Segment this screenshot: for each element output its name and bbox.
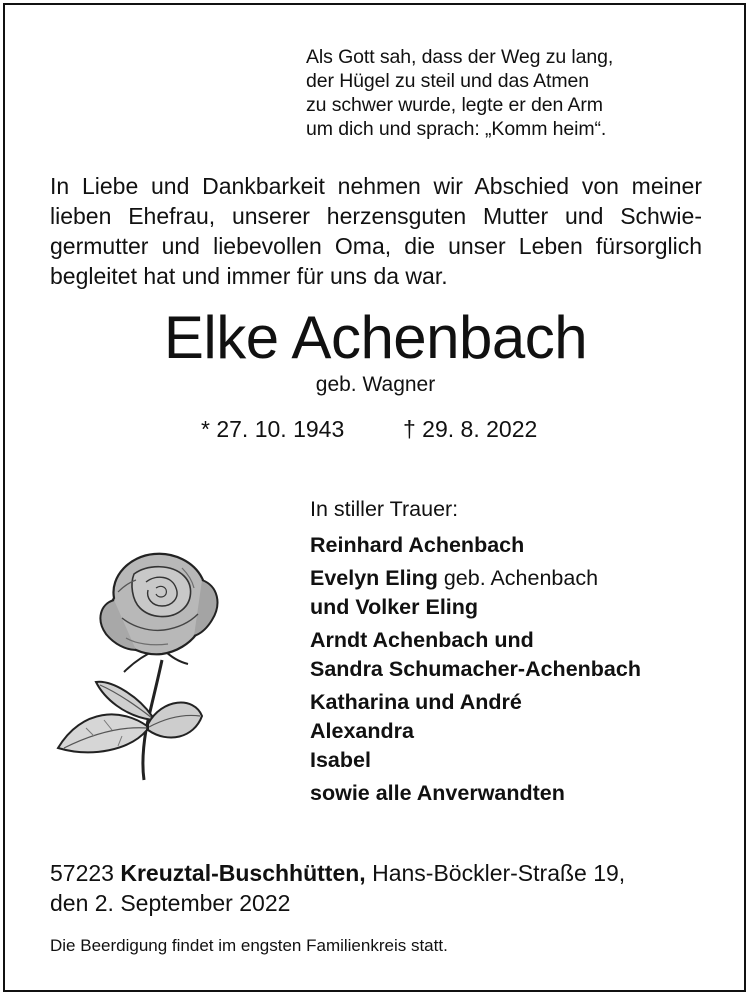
intro-line: germutter und liebevollen Oma, die unser Leben fürsorglich [50, 233, 702, 259]
address-line [50, 858, 625, 888]
poem-line: Als Gott sah, dass der Weg zu lang, [306, 46, 614, 68]
mourner-name: und Volker Eling [310, 595, 479, 619]
mourner-name: Evelyn Eling [310, 566, 438, 590]
postcode: 57223 [50, 860, 121, 886]
address-block [50, 858, 625, 918]
mourner-group [310, 688, 641, 775]
mourner-name-line [310, 564, 641, 593]
mourners-heading: In stiller Trauer: [310, 497, 459, 521]
mourner-name: Isabel [310, 748, 371, 772]
intro-line: begleitet hat und immer für uns da war. [50, 263, 448, 289]
poem-line: der Hügel zu steil und das Atmen [306, 70, 589, 92]
death-date: † 29. 8. 2022 [403, 416, 538, 442]
mourner-group [310, 564, 641, 622]
mourner-maiden-name: geb. Achenbach [437, 566, 599, 590]
intro-line: lieben Ehefrau, unserer herzensguten Mutter und Schwie- [50, 203, 702, 229]
rose-icon [52, 548, 252, 786]
mourner-name: Arndt Achenbach und [310, 628, 534, 652]
funeral-note: Die Beerdigung findet im engsten Familienkreis statt. [50, 936, 448, 955]
birth-date: * 27. 10. 1943 [201, 416, 345, 442]
mourner-group [310, 779, 641, 808]
poem-line: zu schwer wurde, legte er den Arm [306, 94, 603, 116]
date-line: den 2. September 2022 [50, 890, 291, 916]
mourner-name: Sandra Schumacher-Achenbach [310, 657, 641, 681]
mourner-name: sowie alle Anverwandten [310, 781, 565, 805]
mourner-name: Reinhard Achenbach [310, 533, 525, 557]
mourner-name: Katharina und André [310, 690, 522, 714]
mourners-list [310, 495, 641, 812]
maiden-name: geb. Wagner [315, 373, 436, 396]
mourner-name: Alexandra [310, 719, 414, 743]
intro-text [50, 171, 702, 291]
poem [306, 45, 613, 141]
place: Kreuztal-Buschhütten, [120, 860, 366, 886]
street: Hans-Böckler-Straße 19, [365, 860, 626, 886]
mourner-group [310, 531, 641, 560]
deceased-name: Elke Achenbach [163, 304, 588, 371]
poem-line: um dich und sprach: „Komm heim“. [306, 118, 607, 140]
intro-line: In Liebe und Dankbarkeit nehmen wir Abschied von meiner [50, 173, 702, 199]
mourner-group [310, 626, 641, 684]
